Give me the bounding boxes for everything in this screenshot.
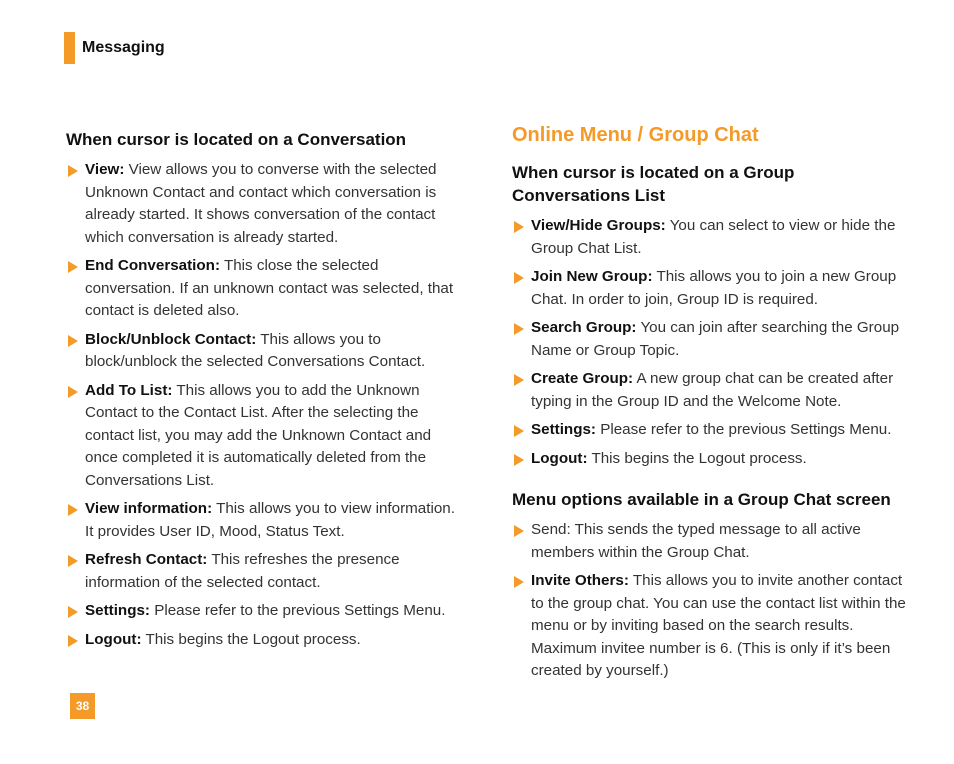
item-term: Block/Unblock Contact: <box>85 330 257 348</box>
arrow-bullet-icon <box>68 386 78 398</box>
item-term: Create Group: <box>531 370 634 387</box>
arrow-bullet-icon <box>514 525 524 537</box>
arrow-bullet-icon <box>514 576 524 588</box>
arrow-bullet-icon <box>68 606 78 618</box>
list-item <box>512 519 912 564</box>
list-item <box>66 549 466 594</box>
page-number: 38 <box>70 693 95 719</box>
item-text: This refreshes the presence information of the selected contact. <box>85 551 400 591</box>
conversation-heading: When cursor is located on a Conversation <box>66 130 407 149</box>
item-term: End Conversation: <box>85 257 221 274</box>
item-term: Search Group: <box>531 319 637 336</box>
item-term: Join New Group: <box>531 268 653 285</box>
item-text: This allows you to block/unblock the selected Conversations Contact. <box>85 330 426 370</box>
chat-screen-options-list <box>512 519 912 683</box>
item-text: You can select to view or hide the Group Chat List. <box>531 217 896 257</box>
arrow-bullet-icon <box>514 221 524 233</box>
item-text: A new group chat can be created after typing in the Group ID and the Welcome Note. <box>531 370 894 410</box>
list-item <box>512 215 912 260</box>
arrow-bullet-icon <box>514 454 524 466</box>
arrow-bullet-icon <box>68 165 78 177</box>
arrow-bullet-icon <box>514 272 524 284</box>
section-marker-bar <box>64 32 75 64</box>
list-item <box>512 570 912 683</box>
section-label: Messaging <box>82 39 165 56</box>
right-column <box>512 122 912 689</box>
list-item <box>66 629 466 652</box>
item-text: This allows you to join a new Group Chat. In order to join, Group ID is required. <box>531 268 897 308</box>
item-text: This allows you to view information. It provides User ID, Mood, Status Text. <box>85 500 455 540</box>
item-text: Send: This sends the typed message to all active members within the Group Chat. <box>531 521 861 561</box>
chat-screen-heading: Menu options available in a Group Chat screen <box>512 490 891 509</box>
list-item <box>512 448 912 471</box>
group-list-options-list <box>512 215 912 470</box>
item-term: View: <box>85 161 125 178</box>
arrow-bullet-icon <box>514 425 524 437</box>
item-text: You can join after searching the Group Name or Group Topic. <box>531 319 900 359</box>
item-term: Add To List: <box>85 381 173 399</box>
arrow-bullet-icon <box>68 261 78 273</box>
list-item <box>66 329 466 374</box>
list-item <box>66 255 466 323</box>
item-term: Invite Others: <box>531 572 629 589</box>
item-term: Settings: <box>85 602 150 619</box>
list-item <box>66 159 466 249</box>
group-list-heading: When cursor is located on a Group Conversations List <box>512 163 795 205</box>
item-text: This begins the Logout process. <box>587 449 807 467</box>
item-text: This begins the Logout process. <box>141 630 361 648</box>
item-term: View/Hide Groups: <box>531 217 666 234</box>
item-text: Please refer to the previous Settings Menu. <box>595 421 892 438</box>
arrow-bullet-icon <box>514 323 524 335</box>
item-term: View information: <box>85 500 213 517</box>
item-text: This close the selected conversation. If an unknown contact was selected, that contact is deleted also. <box>85 257 454 319</box>
item-term: Logout: <box>85 630 142 648</box>
item-term: Refresh Contact: <box>85 551 208 568</box>
list-item <box>512 317 912 362</box>
arrow-bullet-icon <box>514 374 524 386</box>
menu-title: Online Menu / Group Chat <box>512 124 759 146</box>
arrow-bullet-icon <box>68 555 78 567</box>
item-term: Settings: <box>531 421 596 438</box>
item-text: Please refer to the previous Settings Menu. <box>149 602 446 619</box>
list-item <box>66 600 466 623</box>
section-tab <box>64 32 165 64</box>
conversation-options-list <box>66 159 466 651</box>
item-text: This allows you to add the Unknown Contact to the Contact List. After the selecting the contact list, you may add the Unknown Contact and once completed it is automatically deleted from the Conversations List. <box>85 381 432 489</box>
arrow-bullet-icon <box>68 635 78 647</box>
arrow-bullet-icon <box>68 335 78 347</box>
item-term: Logout: <box>531 449 588 467</box>
list-item <box>512 419 912 442</box>
item-text: This allows you to invite another contact to the group chat. You can use the contact list within the menu or by inviting based on the search results. Maximum invitee number is 6. (This is only if it’s been created by yourself.) <box>531 572 906 679</box>
left-column <box>66 122 466 657</box>
arrow-bullet-icon <box>68 504 78 516</box>
list-item <box>512 266 912 311</box>
list-item <box>66 498 466 543</box>
item-text: View allows you to converse with the selected Unknown Contact and contact which conversation is already started. It shows conversation of the contact which conversation is already started. <box>85 161 437 246</box>
list-item <box>66 380 466 493</box>
list-item <box>512 368 912 413</box>
